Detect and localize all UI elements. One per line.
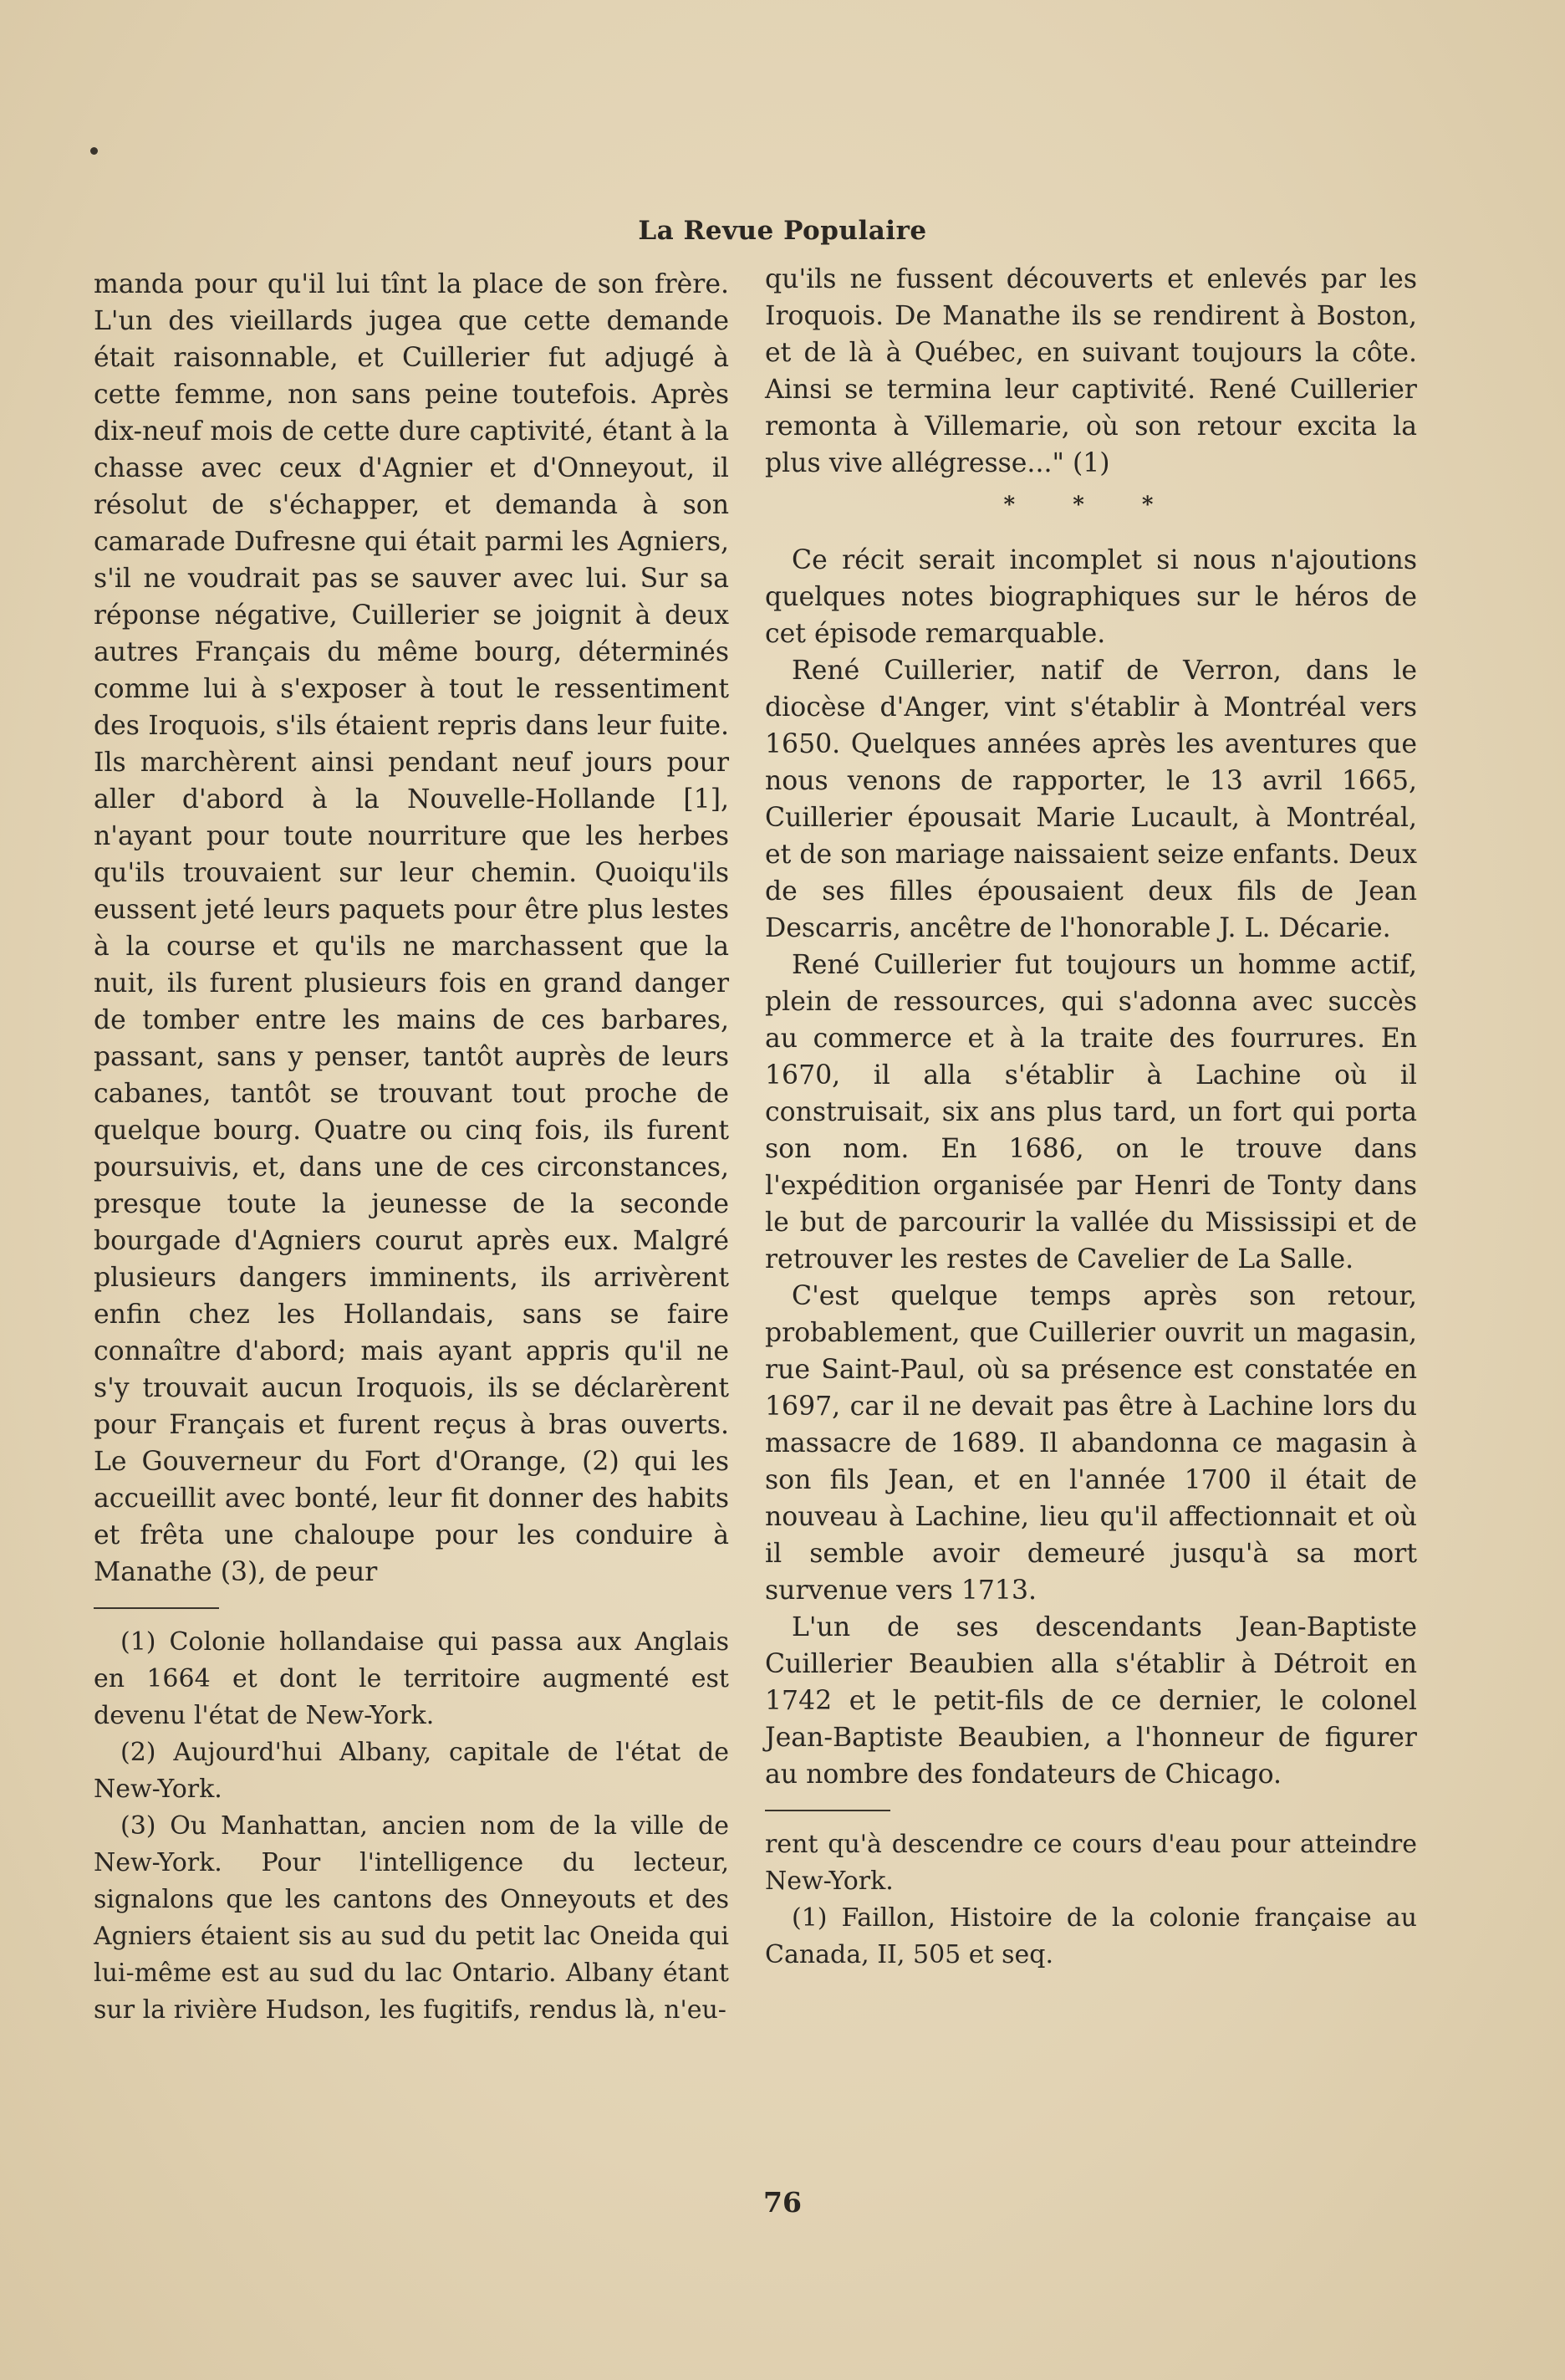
footnote-faillon: (1) Faillon, Histoire de la colonie française au Canada, II, 505 et seq. (765, 1903, 1417, 1969)
ink-dot (90, 147, 98, 155)
paragraph-descendants: L'un de ses descendants Jean-Baptiste Cuillerier Beaubien alla s'établir à Détroit en 1742 et le petit-fils de ce dernier, le colonel Jean-Baptiste Beaubien, a l'honneur de figurer au nombre des fondateurs de Chicago. (765, 1612, 1417, 1790)
section-separator: * * * (1003, 493, 1179, 518)
paragraph-career: René Cuillerier fut toujours un homme actif, plein de ressources, qui s'adonna avec succès au commerce et à la traite des fourrures. En 1670, il alla s'établir à Lachine où il construisait, six ans plus tard, un fort qui porta son nom. En 1686, on le trouve dans l'expédition organisée par Henri de Tonty dans le but de parcourir la vallée du Mississipi et de retrouver les restes de Cavelier de La Salle. (765, 950, 1417, 1274)
quote-ending: qu'ils ne fussent découverts et enlevés par les Iroquois. De Manathe ils se rendirent à Boston, et de là à Québec, en suivant toujours la côte. Ainsi se termina leur captivité. René Cuillerier remonta à Villemarie, où son retour excita la plus vive allégresse..." (1) (765, 264, 1417, 478)
footnote-3: (3) Ou Manhattan, ancien nom de la ville de New-York. Pour l'intelligence du lecteur, signalons que les cantons des Onneyouts et des Agniers étaient sis au sud du petit lac Oneida qui lui-même est au sud du lac Ontario. Albany étant sur la rivière Hudson, les fugitifs, rendus là, n'eu- (94, 1811, 729, 2025)
footnote-continuation: rent qu'à descendre ce cours d'eau pour atteindre New-York. (765, 1830, 1417, 1896)
footnote-rule-right (765, 1810, 890, 1811)
right-column (765, 261, 1417, 1974)
footnote-2: (2) Aujourd'hui Albany, capitale de l'état de New-York. (94, 1738, 729, 1804)
running-header: La Revue Populaire (638, 216, 927, 246)
footnote-rule-left (94, 1607, 219, 1609)
paragraph-biography: René Cuillerier, natif de Verron, dans le diocèse d'Anger, vint s'établir à Montréal vers 1650. Quelques années après les aventures que nous venons de rapporter, le 13 avril 1665, Cuillerier épousait Marie Lucault, à Montréal, et de son mariage naissaient seize enfants. Deux de ses filles épousaient deux fils de Jean Descarris, ancêtre de l'honorable J. L. Décarie. (765, 656, 1417, 943)
left-column (94, 266, 729, 2029)
paragraph-store: C'est quelque temps après son retour, probablement, que Cuillerier ouvrit un magasin, rue Saint-Paul, où sa présence est constatée en 1697, car il ne devait pas être à Lachine lors du massacre de 1689. Il abandonna ce magasin à son fils Jean, et en l'année 1700 il était de nouveau à Lachine, lieu qu'il affectionnait et où il semble avoir demeuré jusqu'à sa mort survenue vers 1713. (765, 1281, 1417, 1606)
page-number: 76 (763, 2186, 802, 2219)
paragraph-intro: Ce récit serait incomplet si nous n'ajoutions quelques notes biographiques sur le héros de cet épisode remarquable. (765, 545, 1417, 649)
left-paragraph: manda pour qu'il lui tînt la place de son frère. L'un des vieillards jugea que cette demande était raisonnable, et Cuillerier fut adjugé à cette femme, non sans peine toutefois. Après dix-neuf mois de cette dure captivité, étant à la chasse avec ceux d'Agnier et d'Onneyout, il résolut de s'échapper, et demanda à son camarade Dufresne qui était parmi les Agniers, s'il ne voudrait pas se sauver avec lui. Sur sa réponse négative, Cuillerier se joignit à deux autres Français du même bourg, déterminés comme lui à s'exposer à tout le ressentiment des Iroquois, s'ils étaient repris dans leur fuite. Ils marchèrent ainsi pendant neuf jours pour aller d'abord à la Nouvelle-Hollande [1], n'ayant pour toute nourriture que les herbes qu'ils trouvaient sur leur chemin. Quoiqu'ils eussent jeté leurs paquets pour être plus lestes à la course et qu'ils ne marchassent que la nuit, ils furent plusieurs fois en grand danger de tomber entre les mains de ces barbares, passant, sans y penser, tantôt auprès de leurs cabanes, tantôt se trouvant tout proche de quelque bourg. Quatre ou cinq fois, ils furent poursuivis, et, dans une de ces circonstances, presque toute la jeunesse de la seconde bourgade d'Agniers courut après eux. Malgré plusieurs dangers imminents, ils arrivèrent enfin chez les Hollandais, sans se faire connaître d'abord; mais ayant appris qu'il ne s'y trouvait aucun Iroquois, ils se déclarèrent pour Français et furent reçus à bras ouverts. Le Gouverneur du Fort d'Orange, (2) qui les accueillit avec bonté, leur fit donner des habits et frêta une chaloupe pour les conduire à Manathe (3), de peur (94, 269, 729, 1587)
footnote-1: (1) Colonie hollandaise qui passa aux Anglais en 1664 et dont le territoire augmenté est devenu l'état de New-York. (94, 1627, 729, 1730)
